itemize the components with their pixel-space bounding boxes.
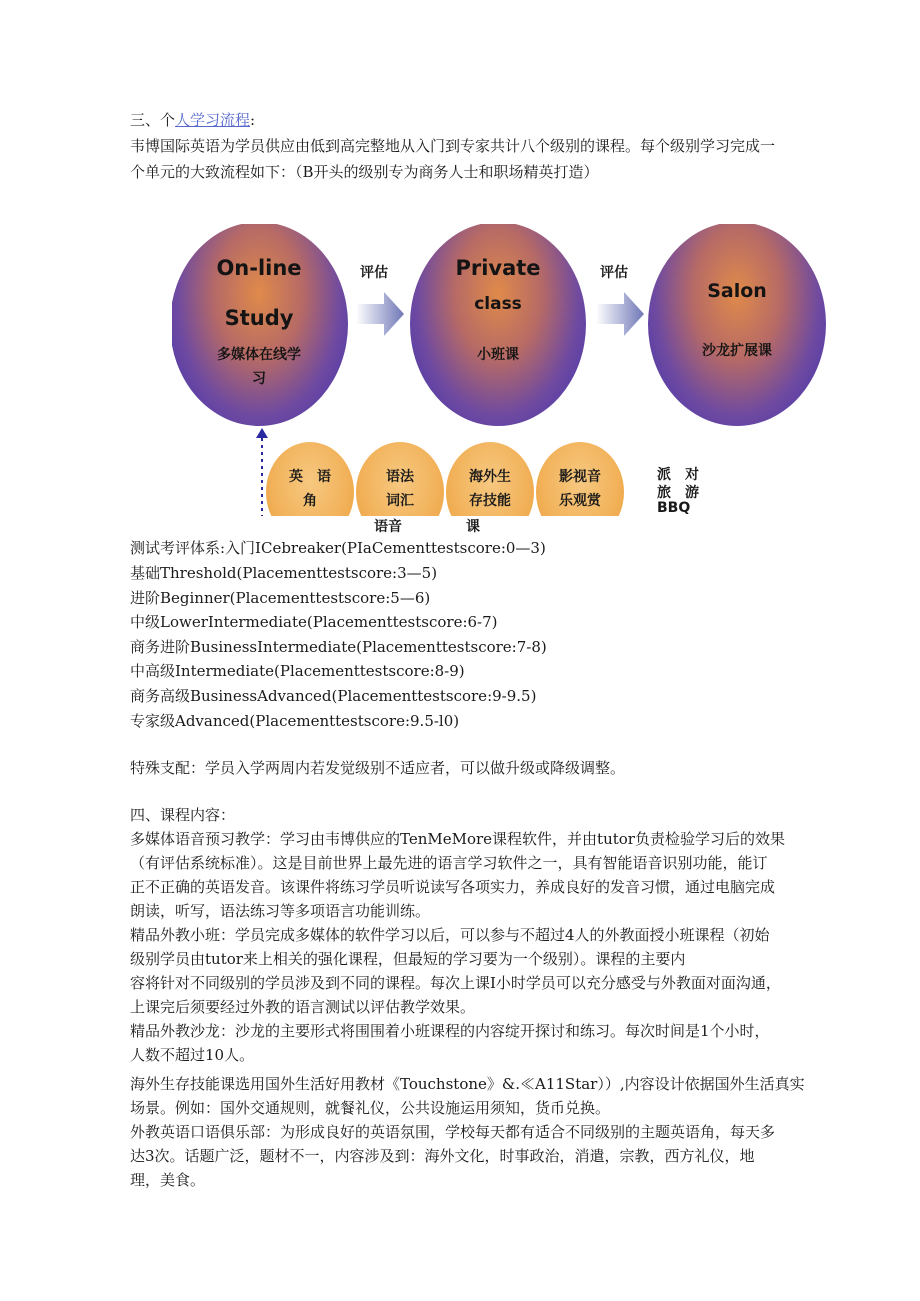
special-arrangement: 特殊支配：学员入学两周内若发觉级别不适应者，可以做升级或降级调整。 [130,759,626,777]
english-corner-line1: 英 语 [289,469,331,485]
section4-line: （有评估系统标准）。这是目前世界上最先进的语言学习软件之一，具有智能语音识别功能，能订 [130,854,768,872]
learning-flow-diagram [172,224,832,516]
party-label: 派 对 [657,467,699,483]
private-class-cn: 小班课 [477,347,519,363]
section4-line: 精品外教沙龙：沙龙的主要形式将围围着小班课程的内容绽开探讨和练习。每次时间是1个小时， [130,1022,770,1040]
overseas-skills-line2: 存技能 [469,493,511,509]
film-music-line1: 影视音 [559,469,601,485]
section4-line: 达3次。话题广泛，题材不一，内容涉及到：海外文化，时事政治，消遣，宗教，西方礼仪，地 [130,1147,755,1165]
section4-line: 海外生存技能课选用国外生活好用教材《Touchstone》&.≪A11Star））,内容设计依据国外生活真实 [130,1075,805,1093]
section3-heading-prefix: 三、个 [130,111,176,129]
online-study-subtitle: Study [224,306,294,330]
section3-heading-suffix: : [250,111,256,129]
section4-line: 人数不超过10人。 [130,1046,255,1064]
section3-heading [130,110,255,130]
salon-title: Salon [707,280,767,302]
english-corner-bubble [266,442,354,516]
section3-intro-line2: 个单元的大致流程如下：（B开头的级别专为商务人士和职场精英打造） [130,163,599,181]
section4-line: 正不正确的英语发音。该课件将练习学员听说读写各项实力，养成良好的发音习惯，通过电脑完成 [130,878,776,896]
pronunciation-label: 语音 [374,519,402,535]
section4-heading: 四、课程内容： [130,806,236,824]
section4-line: 场景。例如：国外交通规则，就餐礼仪，公共设施运用须知，货币兑换。 [130,1099,611,1117]
section4-line: 级别学员由tutor来上相关的强化课程，但最短的学习要为一个级别）。课程的主要内 [130,950,686,968]
english-corner-line2: 角 [303,493,317,509]
online-study-cn-line2: 习 [252,371,266,387]
online-study-circle [172,224,348,426]
level-line: 测试考评体系:入门ICebreaker(PIaCementtestscore:0—3) [130,539,546,557]
section4-line: 朗读，听写，语法练习等多项语言功能训练。 [130,902,431,920]
bbq-label: BBQ [657,500,691,516]
section4-line: 外教英语口语俱乐部：为形成良好的英语氛围，学校每天都有适合不同级别的主题英语角，每天多 [130,1123,776,1141]
online-study-title: On-line [216,256,302,280]
right-arrow-icon [356,292,404,336]
section4-line: 容将针对不同级别的学员涉及到不同的课程。每次上课I小时学员可以充分感受与外教面对面沟通， [130,974,781,992]
private-class-subtitle: class [474,294,522,314]
right-arrow-icon [596,292,644,336]
private-class-circle [410,224,586,426]
section4-line: 精品外教小班：学员完成多媒体的软件学习以后，可以参与不超过4人的外教面授小班课程（初始 [130,926,770,944]
arrow2-label: 评估 [600,265,628,281]
online-study-cn-line1: 多媒体在线学 [217,347,301,363]
salon-cn: 沙龙扩展课 [702,343,772,359]
section4-line: 上课完后须要经过外教的语言测试以评估教学效果。 [130,998,476,1016]
level-line: 中级LowerIntermediate(Placementtestscore:6-7) [130,613,498,631]
grammar-vocab-bubble [356,442,444,516]
grammar-vocab-line1: 语法 [386,469,414,485]
section4-line: 多媒体语音预习教学：学习由韦博供应的TenMeMore课程软件，并由tutor负责检验学习后的效果 [130,830,785,848]
grammar-vocab-line2: 词汇 [386,493,414,509]
film-music-line2: 乐观赏 [559,493,601,509]
level-line: 基础Threshold(Placementtestscore:3—5) [130,564,438,582]
course-label: 课 [466,519,480,535]
section3-heading-link[interactable]: 人学习流程 [175,111,251,129]
overseas-skills-bubble [446,442,534,516]
level-line: 商务高级BusinessAdvanced(Placementtestscore:9-9.5) [130,687,537,705]
film-music-bubble [536,442,624,516]
private-class-title: Private [455,256,541,280]
travel-label: 旅 游 [657,485,699,501]
section3-intro-line1: 韦博国际英语为学员供应由低到高完整地从入门到专家共计八个级别的课程。每个级别学习完成一 [130,137,776,155]
overseas-skills-line1: 海外生 [469,469,511,485]
salon-circle [648,224,826,426]
arrow1-label: 评估 [360,265,388,281]
level-line: 商务进阶BusinessIntermediate(Placementtestscore:7-8) [130,638,547,656]
level-line: 中高级Intermediate(Placementtestscore:8-9) [130,662,465,680]
level-line: 进阶Beginner(Placementtestscore:5—6) [130,589,431,607]
level-line: 专家级Advanced(Placementtestscore:9.5-l0) [130,712,460,730]
section4-line: 理，美食。 [130,1171,206,1189]
